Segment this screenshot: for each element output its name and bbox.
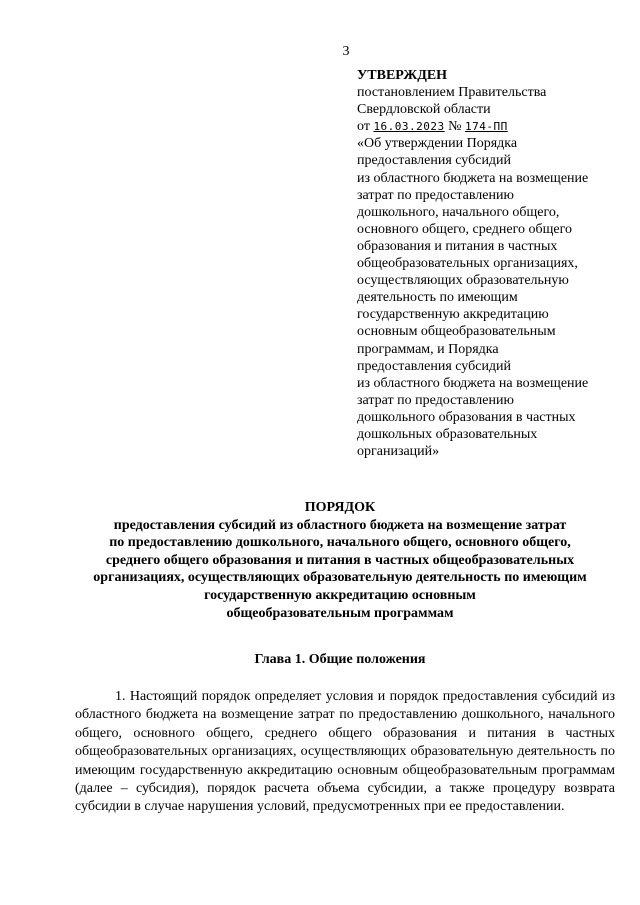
document-title-line: по предоставлению дошкольного, начального общего, основного общего, [109, 535, 571, 551]
approval-title-line: организаций» [357, 444, 440, 460]
document-title-line: общеобразовательным программам [226, 605, 454, 621]
approval-block [357, 67, 625, 460]
document-title-line: организациях, осуществляющих образовательную деятельность по имеющим [93, 570, 587, 586]
document-title-heading: ПОРЯДОК [304, 500, 376, 515]
approval-title-line: основным общеобразовательным [357, 324, 556, 340]
approval-title-line: предоставления субсидий [357, 358, 512, 374]
approval-line-1: постановлением Правительства [357, 85, 547, 101]
approval-title-line: осуществляющих образовательную [357, 273, 569, 289]
approval-title-line: из областного бюджета на возмещение [357, 170, 589, 186]
paragraph-1: 1. Настоящий порядок определяет условия и порядок предоставления субсидий из областного бюджета на возмещение затрат по предоставлению дошкольного, начального общего, основного общего, среднего общего образования и питания в частных общеобразовательных организациях, осуществляющих образовательную деятельность по имеющим государственную аккредитацию основным общеобразовательным программам (далее – субсидия), порядок расчета объема субсидии, а также процедуру возврата субсидии в случае нарушения условий, предусмотренных при ее предоставлении. [75, 689, 615, 815]
number-prefix: № [448, 119, 462, 135]
approval-title-line: дошкольного, начального общего, [357, 204, 560, 220]
approval-title-line: из областного бюджета на возмещение [357, 375, 589, 391]
approval-title-line: «Об утверждении Порядка [357, 136, 518, 152]
page-number: 3 [342, 44, 350, 59]
document-title-line: предоставления субсидий из областного бюджета на возмещение затрат [113, 517, 567, 533]
approval-title-line: государственную аккредитацию [357, 307, 549, 323]
approval-title-line: деятельность по имеющим [357, 290, 518, 306]
date-value: 16.03.2023 [373, 120, 445, 134]
approval-title-line: дошкольного образования в частных [357, 409, 576, 425]
approval-title-line: основного общего, среднего общего [357, 221, 573, 237]
approval-title-line: предоставления субсидий [357, 153, 512, 169]
approval-heading: УТВЕРЖДЕН [357, 68, 448, 83]
document-title-line: среднего общего образования и питания в частных общеобразовательных [105, 552, 575, 568]
approval-line-2: Свердловской области [357, 102, 491, 118]
approval-title-line: затрат по предоставлению [357, 392, 514, 408]
chapter-heading: Глава 1. Общие положения [254, 652, 426, 667]
approval-title-line: дошкольных образовательных [357, 426, 538, 442]
approval-title-line: образования и питания в частных [357, 238, 558, 254]
approval-title-line: общеобразовательных организациях, [357, 256, 578, 272]
approval-title-line: затрат по предоставлению [357, 187, 514, 203]
approval-title-line: программам, и Порядка [357, 341, 499, 357]
document-title [40, 499, 640, 622]
approval-date-line [357, 118, 625, 135]
date-prefix: от [357, 119, 370, 135]
document-title-line: государственную аккредитацию основным [204, 587, 476, 603]
number-value: 174-ПП [465, 120, 508, 134]
